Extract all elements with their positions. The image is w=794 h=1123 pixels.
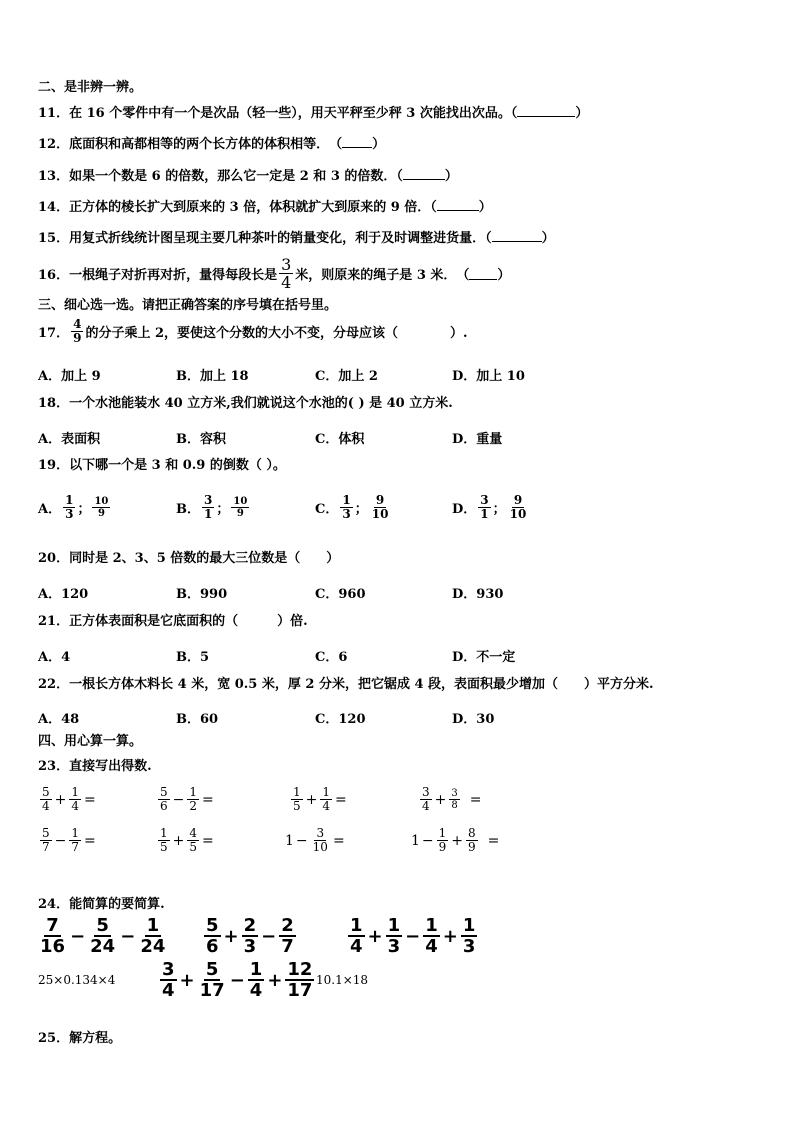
option-a[interactable]: A．120	[38, 587, 89, 602]
section-heading-choice: 三、细心选一选。请把正确答案的序号填在括号里。	[38, 298, 338, 313]
answer-blank[interactable]	[492, 229, 542, 242]
option-b[interactable]: B．990	[176, 587, 228, 602]
question-22: 22．一根长方体木料长 4 米，宽 0.5 米，厚 2 分米，把它锯成 4 段，表面积最少增加（ ）平方分米.	[38, 677, 654, 692]
expression: $\frac{5}{6}$ + $\frac{2}{3}$ − $\frac{2}{7}$	[206, 915, 294, 957]
option-d[interactable]: D．30	[452, 712, 495, 727]
expression: $\frac{1}{5}$ + $\frac{1}{4}$ =	[293, 785, 347, 813]
option-b[interactable]: B．5	[176, 650, 210, 665]
expression: 25×0.134×4	[38, 973, 116, 987]
question-21: 21．正方体表面积是它底面积的（ ）倍.	[38, 614, 308, 629]
expression: $\frac{3}{4}$ + $\frac{3}{8}$ =	[422, 785, 482, 813]
expression: $\frac{3}{4}$ + $\frac{5}{17}$ − $\frac{1}{4}$ + $\frac{12}{17}$	[162, 959, 313, 1001]
fraction: $\frac{4}{9}$	[73, 317, 82, 345]
question-20: 20．同时是 2、3、5 倍数的最大三位数是（ ）	[38, 551, 340, 566]
answer-blank[interactable]	[403, 167, 445, 180]
question-25: 25．解方程。	[38, 1031, 122, 1046]
expression: $\frac{1}{4}$ + $\frac{1}{3}$ − $\frac{1}{4}$ + $\frac{1}{3}$	[350, 915, 476, 957]
answer-blank[interactable]	[469, 267, 497, 280]
expression: $\frac{1}{5}$ + $\frac{4}{5}$ =	[160, 826, 214, 854]
question-16: 16． 一根绳子对折再对折，量得每段长是 $\frac{3}{4}$ 米，则原来的绳子是 3 米． （ ）	[38, 255, 511, 292]
question-13: 13．如果一个数是 6 的倍数，那么它一定是 2 和 3 的倍数．（ ）	[38, 169, 458, 184]
question-17: 17． $\frac{4}{9}$ 的分子乘上 2，要使这个分数的大小不变，分母应该（ ）.	[38, 317, 468, 345]
option-19-a[interactable]: A． $\frac{1}{3}$ ； $\frac{10}{9}$	[38, 493, 109, 521]
option-d[interactable]: D．930	[452, 587, 504, 602]
section-heading-judge: 二、是非辨一辨。	[38, 80, 143, 95]
question-12: 12．底面积和高都相等的两个长方体的体积相等． （ ）	[38, 137, 386, 152]
answer-blank[interactable]	[517, 104, 575, 117]
option-d[interactable]: D．不一定	[452, 650, 516, 665]
option-d[interactable]: D．重量	[452, 432, 503, 447]
option-a[interactable]: A．48	[38, 712, 80, 727]
expression: 10.1×18	[316, 973, 369, 987]
expression: 1 − $\frac{3}{10}$ =	[285, 826, 345, 854]
question-19: 19．以下哪一个是 3 和 0.9 的倒数（ ）。	[38, 458, 286, 473]
option-c[interactable]: C．120	[315, 712, 366, 727]
expression: $\frac{5}{6}$ − $\frac{1}{2}$ =	[160, 785, 214, 813]
question-14: 14．正方体的棱长扩大到原来的 3 倍，体积就扩大到原来的 9 倍．（ ）	[38, 200, 492, 215]
option-c[interactable]: C．960	[315, 587, 366, 602]
option-a[interactable]: A．加上 9	[38, 369, 101, 384]
question-23: 23．直接写出得数.	[38, 759, 152, 774]
question-18: 18．一个水池能装水 40 立方米,我们就说这个水池的( ) 是 40 立方米.	[38, 396, 453, 411]
fraction: $\frac{3}{4}$	[281, 255, 292, 292]
question-15: 15．用复式折线统计图呈现主要几种茶叶的销量变化，利于及时调整进货量．（ ）	[38, 231, 555, 246]
option-c[interactable]: C．加上 2	[315, 369, 378, 384]
option-19-b[interactable]: B． $\frac{3}{1}$ ； $\frac{10}{9}$	[176, 493, 248, 521]
option-19-c[interactable]: C． $\frac{1}{3}$ ； $\frac{9}{10}$	[315, 493, 389, 521]
expression: $\frac{7}{16}$ − $\frac{5}{24}$ − $\frac{1}{24}$	[40, 915, 166, 957]
option-19-d[interactable]: D． $\frac{3}{1}$ ； $\frac{9}{10}$	[452, 493, 527, 521]
section-heading-calc: 四、用心算一算。	[38, 734, 143, 749]
answer-blank[interactable]	[342, 135, 372, 148]
option-c[interactable]: C．6	[315, 650, 348, 665]
expression: $\frac{5}{7}$ − $\frac{1}{7}$ =	[42, 826, 96, 854]
option-b[interactable]: B．容积	[176, 432, 226, 447]
option-a[interactable]: A．4	[38, 650, 71, 665]
option-a[interactable]: A．表面积	[38, 432, 101, 447]
expression: 1 − $\frac{1}{9}$ + $\frac{8}{9}$ =	[411, 826, 500, 854]
option-b[interactable]: B．加上 18	[176, 369, 249, 384]
question-11: 11．在 16 个零件中有一个是次品（轻一些），用天平秤至少秤 3 次能找出次品。（ ）	[38, 106, 589, 121]
answer-blank[interactable]	[437, 198, 479, 211]
option-b[interactable]: B．60	[176, 712, 219, 727]
option-d[interactable]: D．加上 10	[452, 369, 525, 384]
question-24: 24．能简算的要简算.	[38, 897, 165, 912]
option-c[interactable]: C．体积	[315, 432, 365, 447]
expression: $\frac{5}{4}$ + $\frac{1}{4}$ =	[42, 785, 96, 813]
